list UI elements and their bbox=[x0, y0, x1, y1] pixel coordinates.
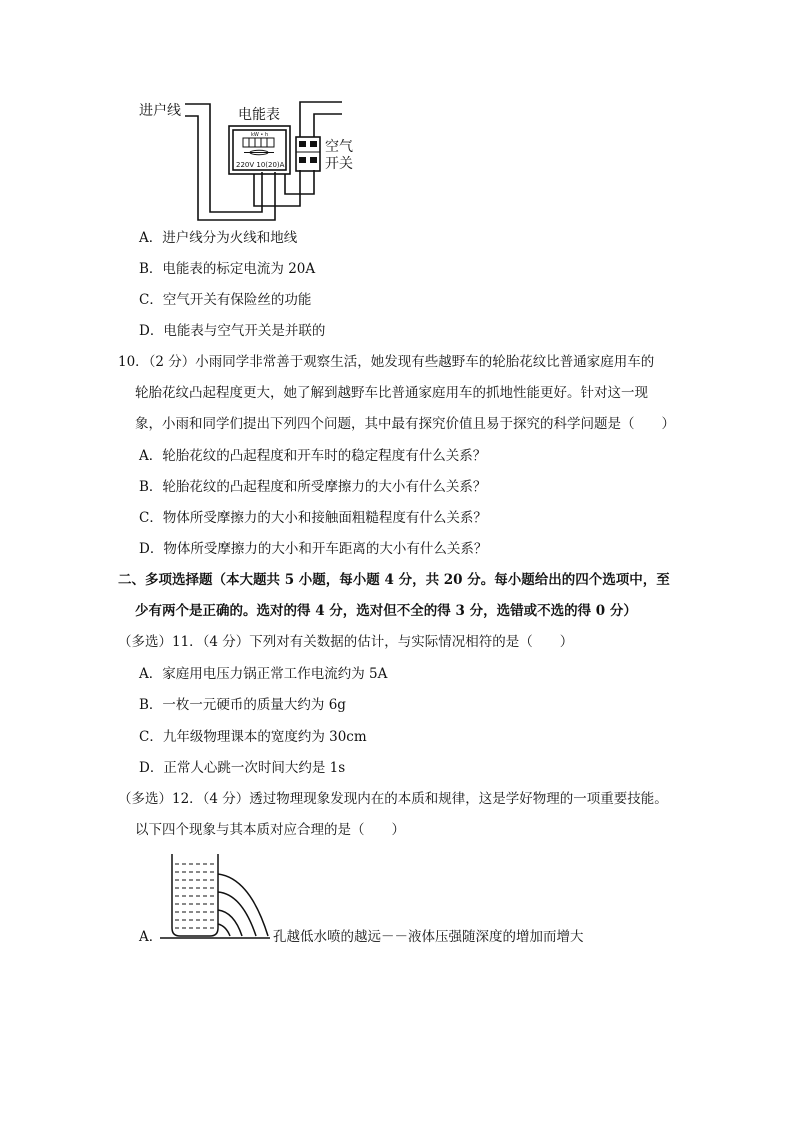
q12-stem-line1: （多选）12．（4 分）透过物理现象发现内在的本质和规律，这是学好物理的一项重要技能。 bbox=[118, 791, 668, 807]
incoming-line-label: 进户线 bbox=[139, 103, 181, 119]
q10-stem-line2: 轮胎花纹凸起程度更大，她了解到越野车比普通家庭用车的抓地性能更好。针对这一现 bbox=[135, 385, 648, 401]
q10-stem-line1: 10．（2 分）小雨同学非常善于观察生活，她发现有些越野车的轮胎花纹比普通家庭用车的 bbox=[118, 354, 655, 370]
q10-option-a: A．轮胎花纹的凸起程度和开车时的稳定程度有什么关系？ bbox=[139, 448, 487, 464]
q11-option-d: D．正常人心跳一次时间大约是 1s bbox=[139, 760, 346, 776]
meter-wiring-diagram bbox=[0, 0, 794, 230]
q9-option-b: B．电能表的标定电流为 20A bbox=[139, 261, 316, 277]
q12-option-a-letter: A． bbox=[139, 929, 163, 945]
q12-stem-line2: 以下四个现象与其本质对应合理的是（ ） bbox=[135, 822, 405, 838]
q10-stem-line3: 象，小雨和同学们提出下列四个问题，其中最有探究价值且易于探究的科学问题是（ ） bbox=[135, 416, 675, 432]
meter-label: 电能表 bbox=[238, 107, 280, 123]
q9-option-d: D．电能表与空气开关是并联的 bbox=[139, 323, 326, 339]
q11-stem: （多选）11．（4 分）下列对有关数据的估计，与实际情况相符的是（ ） bbox=[118, 634, 574, 650]
meter-rating: 220V 10(20)A bbox=[236, 161, 285, 169]
q11-option-b: B．一枚一元硬币的质量大约为 6g bbox=[139, 697, 346, 713]
q10-option-b: B．轮胎花纹的凸起程度和所受摩擦力的大小有什么关系？ bbox=[139, 479, 487, 495]
q11-option-a: A．家庭用电压力锅正常工作电流约为 5A bbox=[139, 666, 388, 682]
q10-option-d: D．物体所受摩擦力的大小和开车距离的大小有什么关系？ bbox=[139, 541, 488, 557]
q10-option-c: C．物体所受摩擦力的大小和接触面粗糙程度有什么关系？ bbox=[139, 510, 487, 526]
q11-option-c: C．九年级物理课本的宽度约为 30cm bbox=[139, 729, 367, 745]
switch-label-line2: 开关 bbox=[325, 156, 353, 172]
switch-label-line1: 空气 bbox=[325, 139, 353, 155]
section2-heading-line2: 少有两个是正确的。选对的得 4 分，选对但不全的得 3 分，选错或不选的得 0 分） bbox=[135, 603, 637, 619]
q9-option-c: C．空气开关有保险丝的功能 bbox=[139, 292, 312, 308]
section2-heading-line1: 二、多项选择题（本大题共 5 小题，每小题 4 分，共 20 分。每小题给出的四个选项中，至 bbox=[118, 572, 670, 588]
meter-unit: kW • h bbox=[251, 132, 269, 138]
q12-option-a-text: 孔越低水喷的越远－－液体压强随深度的增加而增大 bbox=[273, 929, 584, 945]
q9-option-a: A．进户线分为火线和地线 bbox=[139, 230, 298, 246]
